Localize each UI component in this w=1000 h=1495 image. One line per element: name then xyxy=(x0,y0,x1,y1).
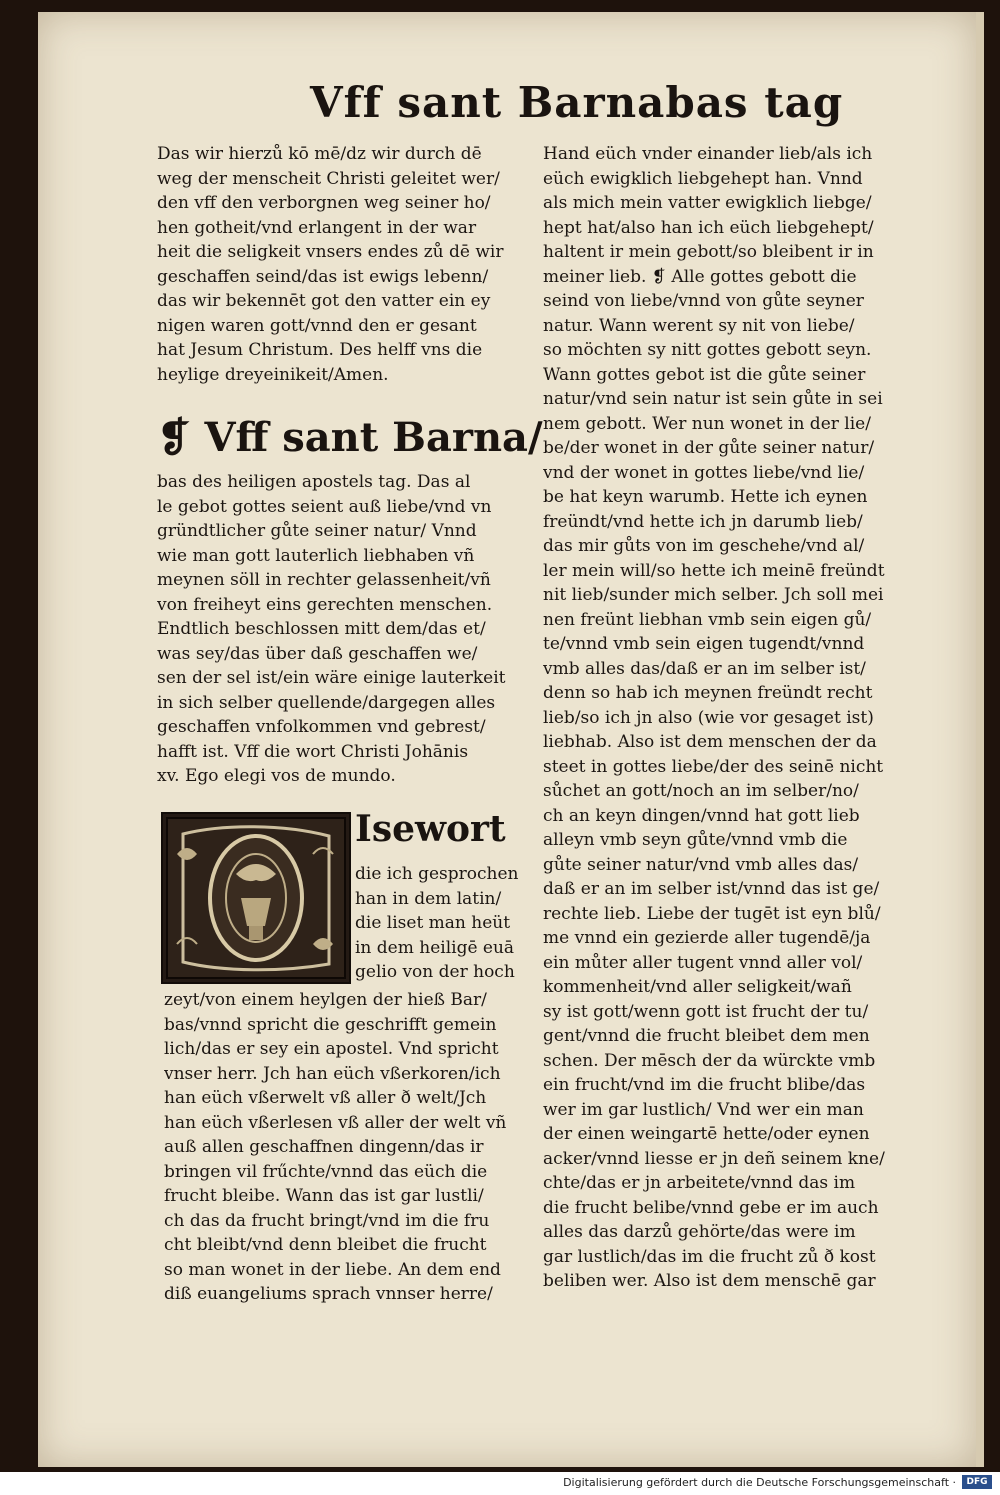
right-column xyxy=(543,142,918,1294)
text-line: bas/vnnd spricht die geschrifft gemein xyxy=(164,1014,497,1035)
text-line: die liset man heüt xyxy=(355,913,511,933)
text-line: alles das darzů gehörte/das were im xyxy=(543,1222,856,1242)
text-line: das mir gůts von im geschehe/vnd al/ xyxy=(543,536,865,556)
text-line: heylige dreyeinikeit/Amen. xyxy=(157,364,389,385)
text-line: auß allen geschaffnen dingenn/das ir xyxy=(164,1137,484,1157)
text-line: wie man gott lauterlich liebhaben vñ xyxy=(157,545,475,566)
footer-credit: Digitalisierung gefördert durch die Deutsche Forschungsgemeinschaft · xyxy=(563,1476,956,1489)
text-line: natur. Wann werent sy nit von liebe/ xyxy=(543,315,855,336)
text-line: diß euangeliums sprach vnnser herre/ xyxy=(164,1284,493,1304)
text-line: in sich selber quellende/dargegen alles xyxy=(157,692,496,713)
text-line: die ich gesprochen xyxy=(355,864,519,884)
text-line: kommenheit/vnd aller seligkeit/wañ xyxy=(543,977,852,997)
text-line: seind von liebe/vnnd von gůte seyner xyxy=(543,291,864,311)
left-column-section-summary xyxy=(157,470,532,789)
left-column-top xyxy=(157,142,532,387)
text-line: meynen söll in rechter gelassenheit/vñ xyxy=(157,570,491,590)
text-line: sy ist gott/wenn gott ist frucht der tu/ xyxy=(543,1001,869,1022)
text-line: von freiheyt eins gerechten menschen. xyxy=(157,594,493,615)
text-line: liebhab. Also ist dem menschen der da xyxy=(543,732,877,752)
section-heading: ❡ Vff sant Barna/ xyxy=(157,414,543,461)
text-line: me vnnd ein gezierde aller tugendē/ja xyxy=(543,928,871,948)
text-line: natur/vnd sein natur ist sein gůte in sei xyxy=(543,389,883,409)
text-line: das wir bekennēt got den vatter ein ey xyxy=(157,291,491,311)
text-line: geschaffen vnfolkommen vnd gebrest/ xyxy=(157,717,486,737)
text-line: lich/das er sey ein apostel. Vnd spricht xyxy=(164,1039,499,1059)
text-line: sůchet an gott/noch an im selber/no/ xyxy=(543,781,859,801)
text-line: han eüch vßerlesen vß aller der welt vñ xyxy=(164,1112,507,1133)
text-line: gelio von der hoch xyxy=(355,962,515,982)
text-line: xv. Ego elegi vos de mundo. xyxy=(157,766,396,786)
page-edge xyxy=(976,12,984,1467)
text-line: bringen vil frűchte/vnnd das eüch die xyxy=(164,1161,488,1182)
left-column-beside-initial xyxy=(355,862,535,985)
decorated-initial-d xyxy=(161,812,351,984)
text-line: lieb/so ich jn also (wie vor gesaget ist) xyxy=(543,707,874,728)
text-line: hept hat/also han ich eüch liebgehept/ xyxy=(543,217,874,238)
text-line: den vff den verborgnen weg seiner ho/ xyxy=(157,193,491,213)
text-line: so möchten sy nitt gottes gebott seyn. xyxy=(543,340,872,360)
text-line: sen der sel ist/ein wäre einige lauterkeit xyxy=(157,668,506,688)
text-line: nem gebott. Wer nun wonet in der lie/ xyxy=(543,413,871,434)
text-line: ch an keyn dingen/vnnd hat gott lieb xyxy=(543,805,860,826)
text-line: gar lustlich/das im die frucht zů ð kost xyxy=(543,1246,876,1267)
text-line: so man wonet in der liebe. An dem end xyxy=(164,1259,501,1280)
text-line: beliben wer. Also ist dem menschē gar xyxy=(543,1271,876,1291)
text-line: die frucht belibe/vnnd gebe er im auch xyxy=(543,1197,879,1218)
text-line: gründtlicher gůte seiner natur/ Vnnd xyxy=(157,521,477,541)
text-line: Das wir hierzů kō mē/dz wir durch dē xyxy=(157,144,482,164)
text-line: denn so hab ich meynen freündt recht xyxy=(543,683,873,703)
text-line: cht bleibt/vnd denn bleibet die frucht xyxy=(164,1235,487,1255)
incipit-word: Isewort xyxy=(355,808,506,850)
text-line: Endtlich beschlossen mitt dem/das et/ xyxy=(157,619,486,639)
text-line: ch das da frucht bringt/vnd im die fru xyxy=(164,1210,490,1231)
text-line: hat Jesum Christum. Des helff vns die xyxy=(157,340,483,360)
text-line: nit lieb/sunder mich selber. Jch soll mei xyxy=(543,585,884,605)
text-line: weg der menscheit Christi geleitet wer/ xyxy=(157,168,500,189)
text-line: vnser herr. Jch han eüch vßerkoren/ich xyxy=(164,1063,501,1084)
text-line: gůte seiner natur/vnd vmb alles das/ xyxy=(543,854,859,875)
text-line: Hand eüch vnder einander lieb/als ich xyxy=(543,144,873,164)
text-line: acker/vnnd liesse er jn deñ seinem kne/ xyxy=(543,1148,885,1169)
text-line: te/vnnd vmb sein eigen tugendt/vnnd xyxy=(543,634,865,654)
text-line: ein můter aller tugent vnnd aller vol/ xyxy=(543,952,863,973)
text-line: rechte lieb. Liebe der tugēt ist eyn blů/ xyxy=(543,903,881,924)
text-line: daß er an im selber ist/vnnd das ist ge/ xyxy=(543,879,880,899)
text-line: als mich mein vatter ewigklich liebge/ xyxy=(543,193,872,213)
text-line: wer im gar lustlich/ Vnd wer ein man xyxy=(543,1099,864,1120)
text-line: hafft ist. Vff die wort Christi Johānis xyxy=(157,741,469,762)
text-line: der einen weingartē hette/oder eynen xyxy=(543,1124,870,1144)
text-line: hen gotheit/vnd erlangent in der war xyxy=(157,217,477,238)
text-line: nigen waren gott/vnnd den er gesant xyxy=(157,315,477,336)
text-line: be hat keyn warumb. Hette ich eynen xyxy=(543,487,868,507)
text-line: in dem heiligē euā xyxy=(355,937,515,958)
dfg-logo: DFG xyxy=(962,1475,992,1489)
text-line: was sey/das über daß geschaffen we/ xyxy=(157,643,478,664)
text-line: alleyn vmb seyn gůte/vnnd vmb die xyxy=(543,830,848,850)
text-line: han eüch vßerwelt vß aller ð welt/Jch xyxy=(164,1088,487,1108)
text-line: vmb alles das/daß er an im selber ist/ xyxy=(543,658,866,679)
ornament-icon xyxy=(163,814,349,982)
text-line: ler mein will/so hette ich meinē freündt xyxy=(543,560,885,581)
text-line: ein frucht/vnd im die frucht blibe/das xyxy=(543,1075,866,1095)
text-line: Wann gottes gebot ist die gůte seiner xyxy=(543,364,866,385)
text-line: eüch ewigklich liebgehept han. Vnnd xyxy=(543,168,863,189)
text-line: freündt/vnd hette ich jn darumb lieb/ xyxy=(543,511,863,532)
text-line: meiner lieb. ❡ Alle gottes gebott die xyxy=(543,266,857,287)
text-line: bas des heiligen apostels tag. Das al xyxy=(157,472,471,492)
text-line: gent/vnnd die frucht bleibet dem men xyxy=(543,1026,870,1046)
text-line: le gebot gottes seient auß liebe/vnd vn xyxy=(157,496,492,517)
text-line: heit die seligkeit vnsers endes zů dē wir xyxy=(157,242,504,262)
text-line: steet in gottes liebe/der des seinē nicht xyxy=(543,756,884,777)
text-line: geschaffen seind/das ist ewigs lebenn/ xyxy=(157,266,489,287)
text-line: vnd der wonet in gottes liebe/vnd lie/ xyxy=(543,462,865,483)
text-line: frucht bleibe. Wann das ist gar lustli/ xyxy=(164,1186,484,1206)
text-line: haltent ir mein gebott/so bleibent ir in xyxy=(543,242,874,262)
text-line: schen. Der mēsch der da würckte vmb xyxy=(543,1050,876,1071)
left-column-bottom xyxy=(164,988,539,1307)
text-line: nen freünt liebhan vmb sein eigen gů/ xyxy=(543,609,872,630)
text-line: be/der wonet in der gůte seiner natur/ xyxy=(543,438,875,458)
text-line: han in dem latin/ xyxy=(355,888,502,909)
running-title: Vff sant Barnabas tag xyxy=(310,78,844,127)
text-line: zeyt/von einem heylgen der hieß Bar/ xyxy=(164,990,487,1010)
text-line: chte/das er jn arbeitete/vnnd das im xyxy=(543,1173,856,1193)
